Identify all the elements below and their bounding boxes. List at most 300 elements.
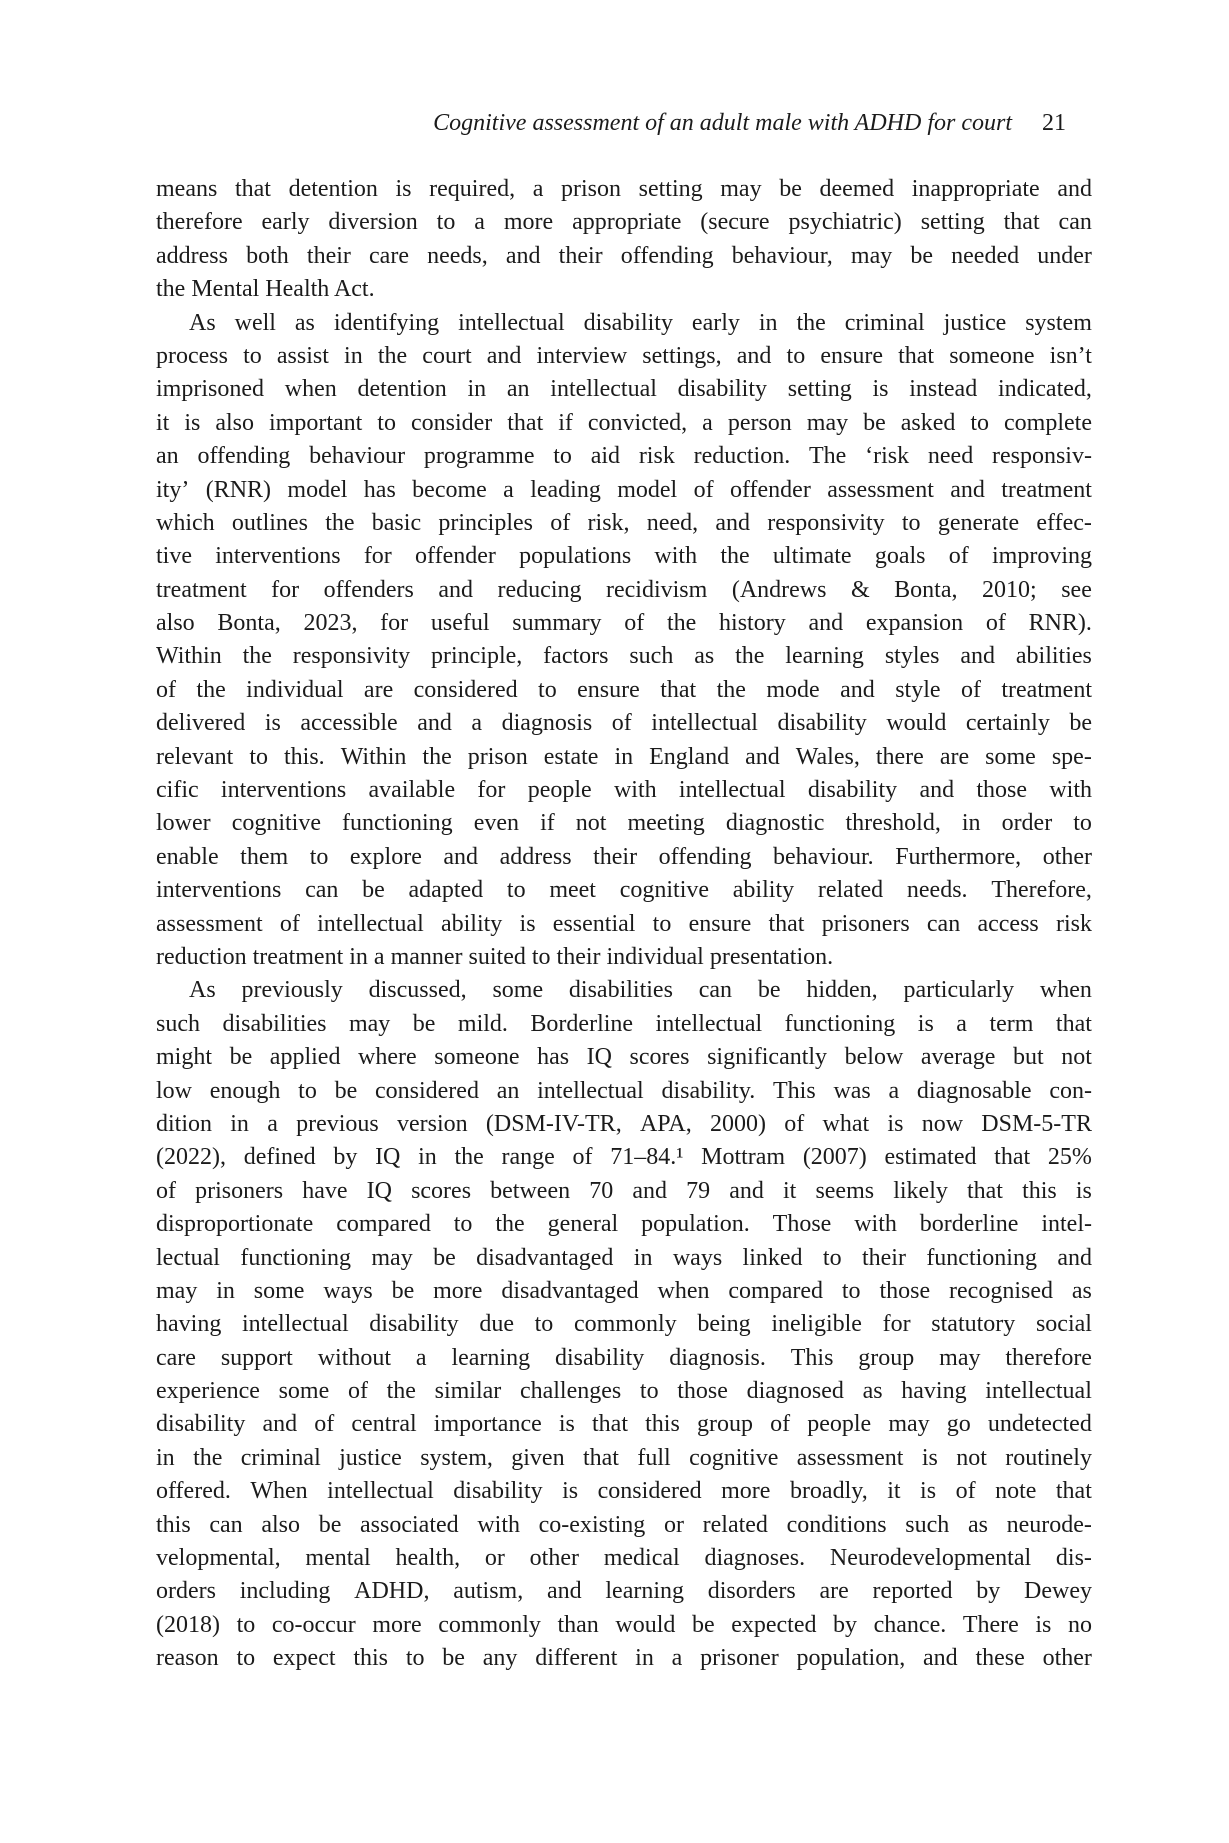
word: the bbox=[716, 676, 746, 703]
word: that bbox=[768, 910, 805, 937]
word: might bbox=[156, 1044, 213, 1071]
word: scores bbox=[629, 1044, 690, 1071]
text-line bbox=[156, 1375, 1092, 1408]
word: to bbox=[652, 910, 672, 937]
text-line bbox=[156, 1542, 1092, 1575]
word: well bbox=[234, 309, 276, 336]
word: generate bbox=[937, 509, 1020, 536]
word: in bbox=[635, 1645, 654, 1672]
word: reduction. bbox=[693, 443, 791, 470]
word: any bbox=[482, 1645, 518, 1672]
word: the bbox=[495, 1211, 525, 1238]
word: 71–84.¹ bbox=[610, 1144, 684, 1171]
word: be bbox=[334, 1077, 358, 1104]
word: to bbox=[901, 509, 921, 536]
word: other bbox=[529, 1545, 579, 1572]
word: such bbox=[905, 1511, 950, 1538]
word: are bbox=[939, 743, 970, 770]
word: a bbox=[503, 476, 514, 503]
word: the bbox=[196, 676, 226, 703]
text-line bbox=[156, 674, 1092, 707]
word: what bbox=[822, 1110, 870, 1137]
word: that bbox=[592, 1411, 629, 1438]
word: person bbox=[727, 409, 792, 436]
text-line bbox=[156, 1575, 1092, 1608]
word: 2023, bbox=[303, 610, 358, 637]
word: those bbox=[879, 1277, 931, 1304]
word: needs. bbox=[906, 877, 968, 904]
word: factors bbox=[543, 643, 609, 670]
word: mental bbox=[305, 1545, 371, 1572]
word: by bbox=[833, 1611, 858, 1638]
text-line bbox=[156, 407, 1092, 440]
word: is bbox=[264, 710, 281, 737]
word: is bbox=[395, 176, 412, 202]
word: are bbox=[363, 676, 394, 703]
word: to bbox=[506, 877, 526, 904]
word: responsiv- bbox=[991, 443, 1092, 470]
text-line bbox=[156, 1308, 1092, 1341]
word: meet bbox=[549, 877, 596, 904]
word: was bbox=[833, 1077, 871, 1104]
word: intellectual bbox=[242, 1311, 349, 1338]
word: similar bbox=[434, 1378, 502, 1405]
word: dition bbox=[156, 1110, 213, 1137]
word: needs, bbox=[427, 242, 488, 269]
word: to bbox=[249, 743, 268, 770]
word: justice bbox=[943, 309, 1007, 336]
word: deemed bbox=[819, 176, 895, 202]
word: intellectual bbox=[985, 1378, 1092, 1405]
word: to bbox=[553, 443, 572, 470]
word: be bbox=[412, 1010, 436, 1037]
word: may bbox=[806, 409, 849, 436]
word: Within bbox=[340, 743, 407, 770]
word: the bbox=[720, 543, 750, 570]
word: summary bbox=[512, 610, 602, 637]
word: and bbox=[736, 342, 772, 369]
word: more bbox=[503, 209, 554, 236]
word: assessment bbox=[156, 910, 263, 937]
word: that bbox=[1055, 1010, 1092, 1037]
word: being bbox=[697, 1311, 751, 1338]
word: reducing bbox=[497, 576, 582, 603]
word: in bbox=[344, 342, 363, 369]
word: people bbox=[807, 1411, 872, 1438]
word: in bbox=[418, 1144, 437, 1171]
word: interventions bbox=[215, 543, 341, 570]
word: this bbox=[1022, 1177, 1057, 1204]
word: ability bbox=[440, 910, 503, 937]
word: or bbox=[484, 1545, 505, 1572]
word: or bbox=[663, 1511, 684, 1538]
word: responsivity bbox=[767, 509, 885, 536]
word: (RNR) bbox=[205, 476, 272, 503]
word: statutory bbox=[931, 1311, 1016, 1338]
text-line bbox=[156, 340, 1092, 373]
word: behaviour bbox=[309, 443, 406, 470]
word: is bbox=[519, 910, 536, 937]
word: hidden, bbox=[806, 977, 878, 1004]
word: compared bbox=[728, 1277, 823, 1304]
word: previously bbox=[241, 977, 343, 1004]
word: someone bbox=[434, 1044, 520, 1071]
word: for bbox=[477, 777, 506, 804]
word: disabilities bbox=[222, 1010, 327, 1037]
word: of bbox=[624, 610, 645, 637]
word: of bbox=[279, 910, 300, 937]
word: average bbox=[920, 1044, 996, 1071]
text-line bbox=[156, 1008, 1092, 1041]
word: than bbox=[557, 1611, 599, 1638]
word: expect bbox=[272, 1645, 336, 1672]
word: related bbox=[817, 877, 884, 904]
word: in bbox=[614, 743, 634, 770]
word: challenges bbox=[519, 1378, 622, 1405]
word: not bbox=[575, 810, 607, 837]
word: improving bbox=[991, 543, 1092, 570]
text-line: reduction treatment in a manner suited to their individual presentation. bbox=[156, 943, 834, 970]
word: group bbox=[858, 1344, 915, 1371]
word: support bbox=[220, 1344, 293, 1371]
word: disability bbox=[156, 1411, 246, 1438]
word: to bbox=[377, 409, 396, 436]
word: that bbox=[1003, 209, 1040, 236]
word: defined bbox=[243, 1144, 316, 1171]
text-line bbox=[156, 240, 1092, 273]
word: neurode- bbox=[1006, 1511, 1092, 1538]
word: and bbox=[262, 1411, 298, 1438]
paragraph bbox=[156, 173, 1092, 307]
text-line bbox=[156, 1108, 1092, 1141]
word: of bbox=[784, 1110, 805, 1137]
word: ineligible bbox=[771, 1311, 862, 1338]
word: significantly bbox=[707, 1044, 828, 1071]
word: be bbox=[863, 409, 886, 436]
word: routinely bbox=[1005, 1444, 1092, 1471]
word: criminal bbox=[844, 309, 925, 336]
word: to bbox=[236, 1645, 256, 1672]
word: care bbox=[156, 1344, 196, 1371]
text-line bbox=[156, 173, 1092, 206]
word: Within bbox=[156, 643, 222, 670]
word: need, bbox=[646, 509, 699, 536]
word: and bbox=[486, 342, 522, 369]
word: imprisoned bbox=[156, 376, 264, 403]
word: cognitive bbox=[231, 810, 321, 837]
word: a bbox=[671, 1645, 683, 1672]
word: indicated, bbox=[997, 376, 1092, 403]
word: the bbox=[325, 509, 355, 536]
word: functioning bbox=[342, 810, 453, 837]
word: no bbox=[1067, 1611, 1092, 1638]
word: in bbox=[758, 309, 778, 336]
word: disability bbox=[677, 376, 767, 403]
page-body bbox=[156, 173, 1092, 1676]
word: but bbox=[1013, 1044, 1044, 1071]
word: medical bbox=[603, 1545, 680, 1572]
word: this bbox=[645, 1411, 680, 1438]
word: in bbox=[961, 810, 981, 837]
word: convicted, bbox=[587, 409, 688, 436]
word: with bbox=[613, 777, 657, 804]
word: commonly bbox=[573, 1311, 677, 1338]
word: & bbox=[850, 576, 870, 603]
text-line bbox=[156, 908, 1092, 941]
word: range bbox=[501, 1144, 555, 1171]
word: and bbox=[729, 1177, 764, 1204]
text-line bbox=[156, 974, 1092, 1007]
word: setting bbox=[638, 176, 703, 202]
word: social bbox=[1035, 1311, 1092, 1338]
word: is bbox=[921, 1444, 938, 1471]
word: note bbox=[995, 1478, 1037, 1505]
word: a bbox=[532, 176, 544, 202]
word: is bbox=[887, 1110, 904, 1137]
word: psychiatric) bbox=[788, 209, 902, 236]
text-line bbox=[156, 1242, 1092, 1275]
word: of bbox=[985, 610, 1006, 637]
word: ADHD, bbox=[354, 1578, 430, 1605]
word: scores bbox=[411, 1177, 472, 1204]
word: is bbox=[872, 376, 889, 403]
word: is bbox=[920, 1478, 937, 1505]
word: intellectual bbox=[537, 1077, 644, 1104]
word: it bbox=[887, 1478, 901, 1505]
text-line bbox=[156, 507, 1092, 540]
word: programme bbox=[423, 443, 535, 470]
word: effec- bbox=[1036, 509, 1092, 536]
word: spe- bbox=[1051, 743, 1092, 770]
word: England bbox=[649, 743, 730, 770]
word: there bbox=[875, 743, 924, 770]
word: even bbox=[473, 810, 520, 837]
word: the bbox=[667, 610, 697, 637]
word: which bbox=[156, 509, 215, 536]
word: their bbox=[558, 242, 603, 269]
word: both bbox=[246, 242, 289, 269]
word: detention bbox=[288, 176, 378, 202]
text-line bbox=[156, 440, 1092, 473]
word: also bbox=[261, 1511, 301, 1538]
word: with bbox=[654, 543, 698, 570]
word: consider bbox=[410, 409, 493, 436]
word: is bbox=[1035, 1611, 1052, 1638]
word: of bbox=[572, 1144, 593, 1171]
word: Wales, bbox=[795, 743, 860, 770]
word: such bbox=[156, 1010, 200, 1037]
word: ensure bbox=[577, 676, 640, 703]
word: important bbox=[268, 409, 363, 436]
word: of bbox=[955, 1478, 976, 1505]
word: people bbox=[527, 777, 592, 804]
word: co-occur bbox=[271, 1611, 356, 1638]
word: accessible bbox=[300, 710, 398, 737]
word: their bbox=[593, 843, 638, 870]
word: other bbox=[1042, 1645, 1092, 1672]
word: setting bbox=[920, 209, 985, 236]
word: disability bbox=[369, 1311, 459, 1338]
word: early bbox=[261, 209, 310, 236]
word: Neurodevelopmental bbox=[829, 1545, 1032, 1572]
word: health, bbox=[395, 1545, 461, 1572]
word: need bbox=[927, 443, 974, 470]
word: (DSM-IV-TR, bbox=[485, 1110, 622, 1137]
text-line bbox=[156, 574, 1092, 607]
word: justice bbox=[339, 1444, 402, 1471]
word: reported bbox=[872, 1578, 953, 1605]
word: mild. bbox=[457, 1010, 508, 1037]
word: offending bbox=[658, 843, 752, 870]
word: full bbox=[637, 1444, 671, 1471]
word: abilities bbox=[1015, 643, 1092, 670]
word: may bbox=[348, 1010, 391, 1037]
word: go bbox=[946, 1411, 971, 1438]
text-line bbox=[156, 1075, 1092, 1108]
word: when bbox=[284, 376, 337, 403]
word: may bbox=[939, 1344, 981, 1371]
word: would bbox=[615, 1611, 676, 1638]
word: diversion bbox=[328, 209, 418, 236]
word: may bbox=[156, 1277, 198, 1304]
word: to bbox=[436, 209, 456, 236]
word: more bbox=[721, 1478, 771, 1505]
word: be bbox=[433, 1244, 456, 1271]
word: low bbox=[156, 1077, 192, 1104]
word: care bbox=[369, 242, 409, 269]
word: diagnoses. bbox=[704, 1545, 806, 1572]
word: and bbox=[546, 1578, 582, 1605]
word: to bbox=[841, 1277, 861, 1304]
word: that bbox=[898, 342, 935, 369]
word: an bbox=[506, 376, 530, 403]
word: This bbox=[773, 1077, 816, 1104]
word: where bbox=[358, 1044, 417, 1071]
word: discussed, bbox=[368, 977, 467, 1004]
word: functioning bbox=[926, 1244, 1037, 1271]
word: this bbox=[156, 1511, 191, 1538]
word: (2007) bbox=[802, 1144, 867, 1171]
word: address bbox=[156, 242, 228, 269]
word: con- bbox=[1049, 1077, 1092, 1104]
word: be bbox=[757, 977, 781, 1004]
word: prison bbox=[467, 743, 528, 770]
word: This bbox=[790, 1344, 834, 1371]
word: of bbox=[770, 1411, 791, 1438]
word: cognitive bbox=[689, 1444, 779, 1471]
word: for bbox=[882, 1311, 911, 1338]
word: the bbox=[193, 1444, 223, 1471]
word: that bbox=[966, 1177, 1003, 1204]
word: intellectual bbox=[678, 777, 786, 804]
word: when bbox=[1039, 977, 1092, 1004]
text-line bbox=[156, 1475, 1092, 1508]
word: (secure bbox=[700, 209, 770, 236]
word: has bbox=[363, 476, 396, 503]
paragraph bbox=[156, 307, 1092, 975]
word: the bbox=[735, 643, 765, 670]
word: conditions bbox=[786, 1511, 887, 1538]
word: not bbox=[956, 1444, 987, 1471]
text-line bbox=[156, 206, 1092, 239]
word: 2000) bbox=[710, 1110, 767, 1137]
word: linked bbox=[742, 1244, 803, 1271]
word: treatment bbox=[156, 576, 247, 603]
word: that bbox=[582, 1444, 619, 1471]
word: disability bbox=[583, 309, 673, 336]
word: ways bbox=[323, 1277, 373, 1304]
word: and bbox=[919, 777, 955, 804]
word: as bbox=[1071, 1277, 1092, 1304]
word: the bbox=[386, 1378, 416, 1405]
word: interventions bbox=[220, 777, 347, 804]
word: more bbox=[372, 1611, 422, 1638]
word: now bbox=[921, 1110, 964, 1137]
text-line bbox=[156, 640, 1092, 673]
word: threshold, bbox=[845, 810, 941, 837]
text-line bbox=[156, 807, 1092, 840]
word: recidivism bbox=[606, 576, 708, 603]
text-line bbox=[156, 741, 1092, 774]
word: expansion bbox=[865, 610, 964, 637]
word: are bbox=[819, 1578, 849, 1605]
word: become bbox=[412, 476, 487, 503]
word: disability bbox=[777, 710, 867, 737]
word: system, bbox=[420, 1444, 493, 1471]
word: ensure bbox=[688, 910, 752, 937]
word: risk bbox=[638, 443, 675, 470]
word: responsivity bbox=[292, 643, 411, 670]
word: a bbox=[267, 1110, 278, 1137]
word: disability bbox=[807, 777, 898, 804]
text-line bbox=[156, 607, 1092, 640]
word: be bbox=[691, 1611, 715, 1638]
word: see bbox=[1061, 576, 1092, 603]
word: for bbox=[380, 610, 409, 637]
word: goals bbox=[874, 543, 926, 570]
word: reason bbox=[156, 1645, 219, 1672]
word: also bbox=[215, 409, 254, 436]
word: As bbox=[189, 309, 216, 336]
word: diagnosed bbox=[746, 1378, 844, 1405]
word: in bbox=[467, 376, 487, 403]
word: 79 bbox=[686, 1177, 711, 1204]
word: cognitive bbox=[619, 877, 710, 904]
word: learning bbox=[605, 1578, 685, 1605]
word: (Andrews bbox=[731, 576, 827, 603]
word: likely bbox=[893, 1177, 948, 1204]
word: has bbox=[537, 1044, 570, 1071]
word: of bbox=[156, 1177, 176, 1204]
word: importance bbox=[433, 1411, 542, 1438]
text-line bbox=[156, 307, 1092, 340]
word: may bbox=[850, 242, 893, 269]
word: having bbox=[901, 1378, 967, 1405]
word: Furthermore, bbox=[895, 843, 1022, 870]
word: ‘risk bbox=[865, 443, 910, 470]
word: IQ bbox=[366, 1177, 392, 1204]
word: offenders bbox=[323, 576, 414, 603]
word: as bbox=[694, 643, 715, 670]
word: to bbox=[405, 1645, 425, 1672]
word: a bbox=[888, 1077, 900, 1104]
word: the bbox=[454, 1144, 484, 1171]
word: term bbox=[989, 1010, 1034, 1037]
word: 25% bbox=[1047, 1144, 1092, 1171]
page-number: 21 bbox=[1042, 110, 1066, 136]
word: related bbox=[702, 1511, 768, 1538]
word: early bbox=[691, 309, 740, 336]
